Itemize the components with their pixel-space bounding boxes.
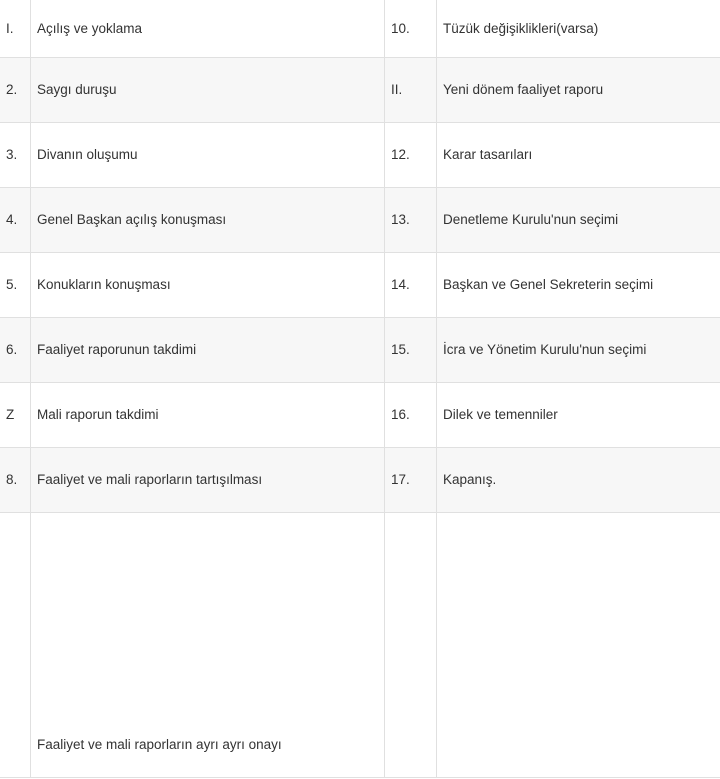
item-text: Faaliyet ve mali raporların tartışılması: [31, 448, 385, 513]
item-text: Konukların konuşması: [31, 253, 385, 318]
table-row: [0, 0, 720, 58]
item-number: I.: [0, 0, 31, 58]
item-text: Genel Başkan açılış konuşması: [31, 188, 385, 253]
item-text: Açılış ve yoklama: [31, 0, 385, 58]
item-number: 10.: [385, 0, 437, 58]
item-text: Faaliyet ve mali raporların ayrı ayrı onayı: [31, 513, 385, 778]
item-text: Faaliyet raporunun takdimi: [31, 318, 385, 383]
item-number: 13.: [385, 188, 437, 253]
item-number: 6.: [0, 318, 31, 383]
item-text: Saygı duruşu: [31, 58, 385, 123]
item-number: 2.: [0, 58, 31, 123]
item-number: Z: [0, 383, 31, 448]
item-number: 5.: [0, 253, 31, 318]
item-number: II.: [385, 58, 437, 123]
table-row: [0, 318, 720, 383]
item-number: 16.: [385, 383, 437, 448]
item-number: [385, 513, 437, 778]
item-text: Karar tasarıları: [437, 123, 720, 188]
item-text: Divanın oluşumu: [31, 123, 385, 188]
table-row: [0, 188, 720, 253]
item-text: Kapanış.: [437, 448, 720, 513]
table-row: [0, 58, 720, 123]
table-row: [0, 383, 720, 448]
item-number: 12.: [385, 123, 437, 188]
table-row: [0, 513, 720, 778]
item-number: 3.: [0, 123, 31, 188]
item-text: Dilek ve temenniler: [437, 383, 720, 448]
item-text: Yeni dönem faaliyet raporu: [437, 58, 720, 123]
item-number: [0, 513, 31, 778]
item-text: [437, 513, 720, 778]
item-number: 14.: [385, 253, 437, 318]
table-row: [0, 253, 720, 318]
item-text: İcra ve Yönetim Kurulu'nun seçimi: [437, 318, 720, 383]
item-number: 15.: [385, 318, 437, 383]
item-text: Tüzük değişiklikleri(varsa): [437, 0, 720, 58]
item-number: 17.: [385, 448, 437, 513]
table-row: [0, 448, 720, 513]
item-number: 8.: [0, 448, 31, 513]
item-text: Başkan ve Genel Sekreterin seçimi: [437, 253, 720, 318]
table-row: [0, 123, 720, 188]
item-number: 4.: [0, 188, 31, 253]
item-text: Mali raporun takdimi: [31, 383, 385, 448]
item-text: Denetleme Kurulu'nun seçimi: [437, 188, 720, 253]
